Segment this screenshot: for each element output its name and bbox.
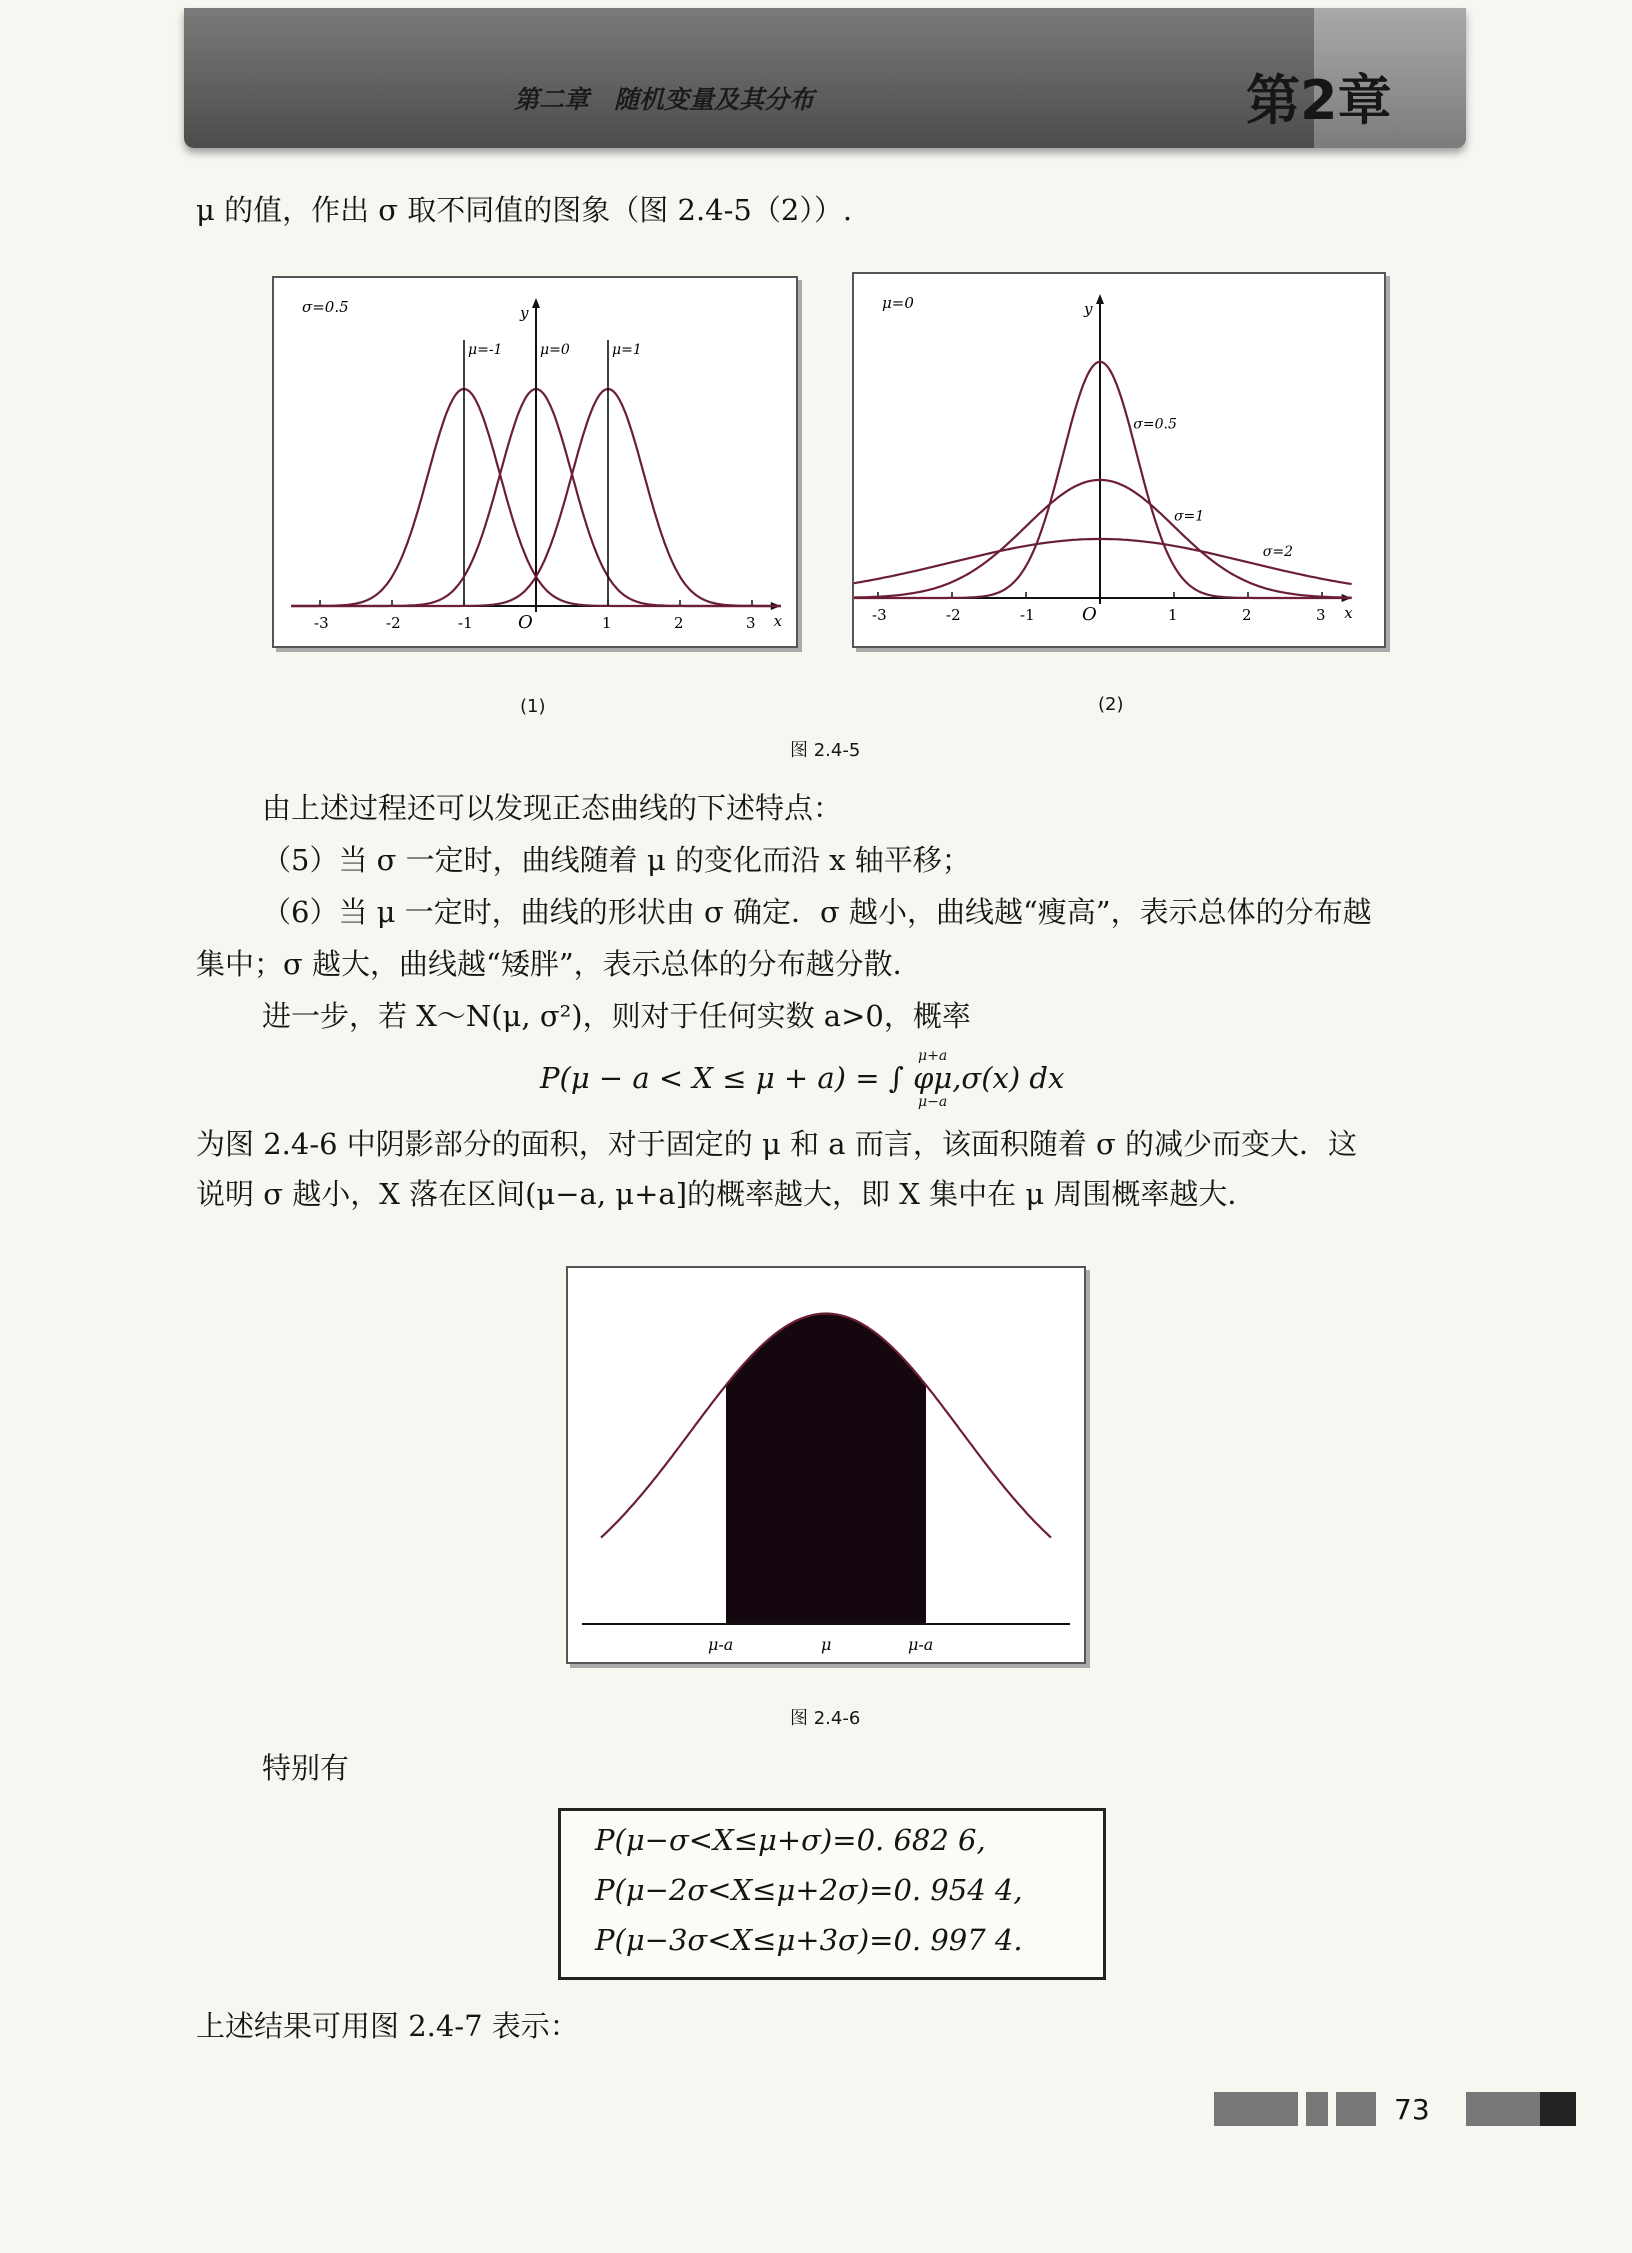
figure-2-4-5-panel-1 (272, 276, 798, 648)
paragraph-line: 由上述过程还可以发现正态曲线的下述特点： (262, 791, 843, 825)
x-tick-label: 1 (602, 614, 612, 632)
x-tick-label: 1 (1168, 606, 1178, 624)
chart-parameter-label: σ=0.5 (302, 298, 349, 316)
x-tick-label: -3 (314, 614, 329, 632)
figure-2-4-5-panel-2 (852, 272, 1386, 648)
result-one-sigma: P(μ−σ<X≤μ+σ)=0. 682 6, (595, 1823, 986, 1857)
paragraph-line: 进一步，若 X～N(μ, σ²)，则对于任何实数 a>0，概率 (262, 999, 971, 1033)
x-tick-label: -2 (946, 606, 961, 624)
x-tick-label: -1 (1020, 606, 1035, 624)
normal-curves-varying-mu-chart (274, 278, 796, 646)
x-label: μ (821, 1635, 832, 1654)
series-label: μ=0 (540, 342, 570, 358)
footer-bar (1540, 2092, 1576, 2126)
chapter-title: 第二章 随机变量及其分布 (514, 85, 815, 114)
integral-lower-limit: μ−a (918, 1094, 948, 1110)
x-tick-label: O (1082, 604, 1097, 625)
figure-sub-caption-2: (2) (1098, 694, 1124, 715)
chapter-header (184, 8, 1466, 148)
y-axis-label: y (520, 304, 529, 322)
formula-text: P(μ − a < X ≤ μ + a) = ∫ φμ,σ(x) dx (540, 1061, 1065, 1095)
paragraph-line: 特别有 (262, 1751, 350, 1785)
series-label: σ=1 (1174, 508, 1205, 525)
series-label: σ=2 (1262, 543, 1294, 560)
paragraph-line: （5）当 σ 一定时，曲线随着 μ 的变化而沿 x 轴平移； (262, 843, 971, 877)
x-tick-label: 2 (1242, 606, 1252, 624)
footer-bar (1214, 2092, 1298, 2126)
x-tick-label: -3 (872, 606, 887, 624)
figure-caption: 图 2.4-5 (790, 740, 861, 761)
series-label: μ=-1 (468, 342, 503, 358)
page-number: 73 (1394, 2093, 1430, 2126)
integral-upper-limit: μ+a (918, 1048, 948, 1064)
x-tick-label: 3 (1316, 606, 1326, 624)
x-axis-label: x (1344, 604, 1353, 622)
y-axis-label: y (1084, 300, 1093, 318)
paragraph-line: 上述结果可用图 2.4-7 表示： (196, 2009, 579, 2043)
x-label: μ-a (708, 1635, 734, 1654)
x-label: μ-a (908, 1635, 934, 1654)
series-label: σ=0.5 (1133, 416, 1177, 433)
series-label: μ=1 (612, 342, 642, 358)
footer-bar (1336, 2092, 1376, 2126)
probability-formula (540, 1042, 1140, 1112)
figure-caption: 图 2.4-6 (790, 1708, 861, 1729)
result-three-sigma: P(μ−3σ<X≤μ+3σ)=0. 997 4. (595, 1923, 1023, 1957)
footer-bar (1306, 2092, 1328, 2126)
x-tick-label: -1 (458, 614, 473, 632)
chapter-badge: 第2章 (1246, 69, 1392, 132)
x-tick-label: O (518, 612, 533, 633)
chart-parameter-label: μ=0 (882, 294, 914, 312)
y-axis-arrow (532, 298, 540, 308)
shaded-normal-curve-chart (568, 1268, 1084, 1662)
x-tick-label: -2 (386, 614, 401, 632)
probability-results-box (558, 1808, 1106, 1980)
y-axis-arrow (1096, 294, 1104, 304)
paragraph-line: 集中；σ 越大，曲线越“矮胖”，表示总体的分布越分散． (196, 947, 922, 981)
x-axis-label: x (773, 612, 783, 630)
paragraph-line: 为图 2.4-6 中阴影部分的面积，对于固定的 μ 和 a 而言，该面积随着 σ 的减少而变大．这 (196, 1127, 1358, 1161)
figure-2-4-6-panel (566, 1266, 1086, 1664)
normal-curves-varying-sigma-chart (854, 274, 1384, 646)
paragraph-line: 说明 σ 越小，X 落在区间(μ−a, μ+a]的概率越大，即 X 集中在 μ 周围概率越大． (196, 1177, 1257, 1211)
paragraph-line: μ 的值，作出 σ 取不同值的图象（图 2.4-5（2））. (196, 193, 853, 227)
shaded-probability-area (726, 1314, 926, 1625)
figure-sub-caption-1: (1) (520, 696, 546, 717)
x-tick-label: 3 (746, 614, 756, 632)
x-tick-label: 2 (674, 614, 684, 632)
paragraph-line: （6）当 μ 一定时，曲线的形状由 σ 确定．σ 越小，曲线越“瘦高”，表示总体的分布越 (262, 895, 1372, 929)
result-two-sigma: P(μ−2σ<X≤μ+2σ)=0. 954 4, (595, 1873, 1023, 1907)
